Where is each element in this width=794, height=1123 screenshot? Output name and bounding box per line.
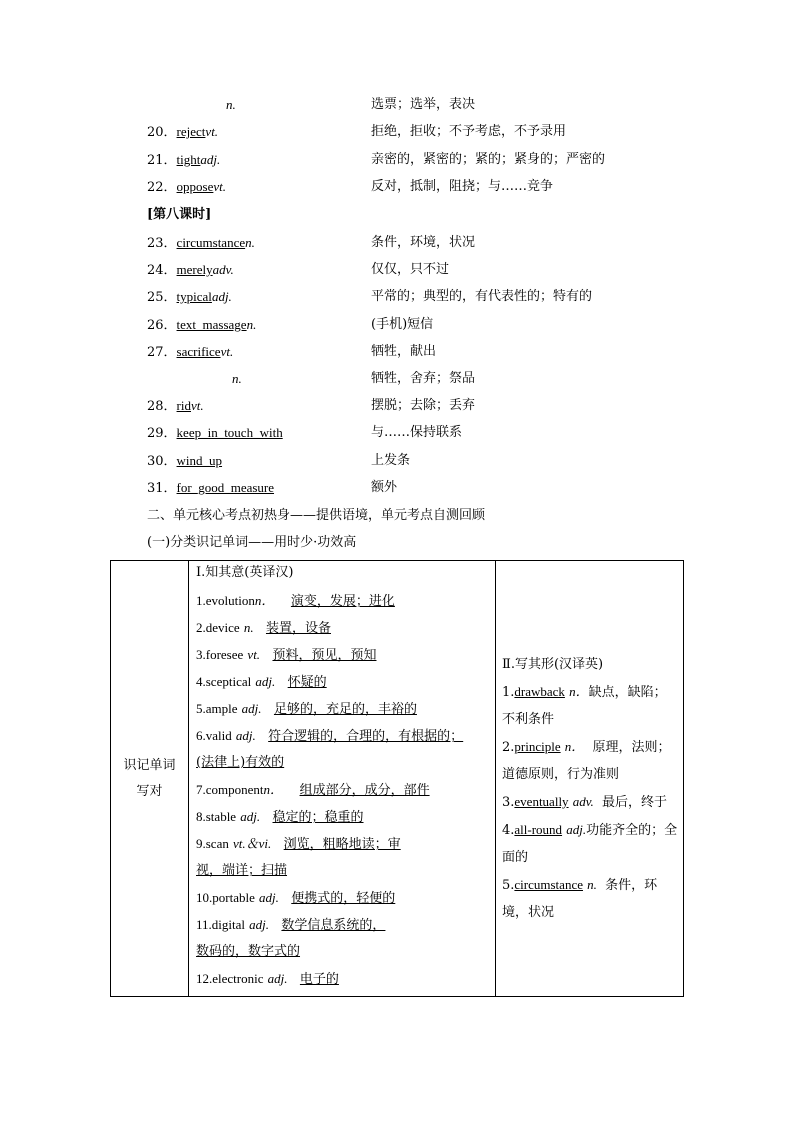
vocab-row xyxy=(0,150,794,170)
english-to-chinese-cell xyxy=(189,561,496,997)
table-label-cell xyxy=(111,561,189,997)
vocab-meaning: 亲密的，紧密的；紧的；紧身的；严密的 xyxy=(371,152,606,167)
list-item: 4.all-round adj.功能齐全的；全面的 xyxy=(502,822,678,865)
vocab-word: sacrifice xyxy=(176,344,221,359)
vocab-row xyxy=(0,478,794,498)
vocab-meaning: 选票；选举，表决 xyxy=(371,97,476,112)
list-item: 2.principle n． 原理，法则；道德原则，行为准则 xyxy=(502,739,671,782)
vocab-meaning: 拒绝，拒收；不予考虑，不予录用 xyxy=(371,124,567,139)
part-two-subtitle: (一)分类识记单词——用时少·功效高 xyxy=(147,535,357,550)
vocab-word: keep_in_touch_with xyxy=(176,425,283,440)
list-item: 2.device n. 装置，设备 xyxy=(196,620,331,636)
vocab-pos: n. xyxy=(246,317,257,332)
vocab-number: 30． xyxy=(147,454,177,469)
list-item: 12.electronic adj. 电子的 xyxy=(196,971,339,987)
vocab-word: circumstance xyxy=(176,235,246,250)
vocab-row xyxy=(0,122,794,142)
list-item: 4.sceptical adj. 怀疑的 xyxy=(196,674,327,690)
chinese-to-english-cell xyxy=(496,561,684,997)
list-item: 3.eventually adv. 最后，终于 xyxy=(502,794,668,810)
section-heading: [第八课时] xyxy=(147,207,212,222)
list-item: 5.circumstance n. 条件，环境，状况 xyxy=(502,877,658,920)
vocab-row xyxy=(0,177,794,197)
vocab-pos: vt. xyxy=(205,124,219,139)
vocab-number: 29． xyxy=(147,426,177,441)
list-item: 1.drawback n．缺点，缺陷；不利条件 xyxy=(502,684,667,727)
vocab-meaning: 平常的；典型的，有代表性的；特有的 xyxy=(371,289,593,304)
vocab-meaning: 摆脱；去除；丢弃 xyxy=(371,398,476,413)
section-heading-row xyxy=(0,205,794,225)
vocab-pos: n. xyxy=(232,371,242,386)
list-item: 数码的，数字式的 xyxy=(196,944,301,959)
part-two-subtitle-row xyxy=(0,533,794,553)
vocab-number: 22． xyxy=(147,180,177,195)
vocab-number: 23． xyxy=(147,236,177,251)
vocab-row xyxy=(0,342,794,362)
vocab-word: rid xyxy=(176,398,191,413)
part-two-title-row xyxy=(0,506,794,526)
vocab-row xyxy=(0,287,794,307)
vocab-meaning: (手机)短信 xyxy=(371,317,434,332)
vocab-meaning: 牺牲，舍弃；祭品 xyxy=(371,371,476,386)
vocab-row xyxy=(0,315,794,335)
vocab-number: 28． xyxy=(147,399,177,414)
vocab-number: 26． xyxy=(147,318,177,333)
vocab-number: 20． xyxy=(147,125,177,140)
vocab-word: text_massage xyxy=(176,317,247,332)
vocab-meaning: 仅仅，只不过 xyxy=(371,262,450,277)
vocab-word: tight xyxy=(176,152,201,167)
vocab-pos: n. xyxy=(245,235,255,250)
vocab-table xyxy=(110,560,684,997)
vocab-word: for_good_measure xyxy=(176,480,275,495)
vocab-row xyxy=(0,396,794,416)
list-item: 1.evolutionn． 演变，发展；进化 xyxy=(196,593,395,609)
table-label-line2: 写对 xyxy=(136,783,163,799)
right-heading: Ⅱ.写其形(汉译英) xyxy=(502,657,604,672)
vocab-meaning: 条件，环境，状况 xyxy=(371,235,476,250)
vocab-word: typical xyxy=(176,289,212,304)
vocab-number: 24． xyxy=(147,263,177,278)
list-item: (法律上)有效的 xyxy=(196,755,285,770)
vocab-pos: adv. xyxy=(212,262,234,277)
list-item: 6.valid adj. 符合逻辑的，合理的，有根据的； xyxy=(196,728,464,744)
vocab-word: oppose xyxy=(176,179,214,194)
list-item: 7.componentn． 组成部分，成分，部件 xyxy=(196,782,430,798)
vocab-pos: adj. xyxy=(211,289,232,304)
mid-heading: Ⅰ.知其意(英译汉) xyxy=(196,565,294,580)
table-label-line1: 识记单词 xyxy=(123,757,176,773)
list-item: 3.foresee vt. 预料，预见，预知 xyxy=(196,647,377,663)
vocab-pos: n. xyxy=(226,97,236,112)
vocab-number: 31． xyxy=(147,481,177,496)
vocab-pos: vt. xyxy=(220,344,234,359)
vocab-pos: vt. xyxy=(213,179,227,194)
vocab-row xyxy=(0,260,794,280)
vocab-pos: vt. xyxy=(191,398,204,413)
vocab-row xyxy=(0,369,794,389)
vocab-meaning: 牺牲，献出 xyxy=(371,344,437,359)
vocab-word: merely xyxy=(176,262,213,277)
list-item: 11.digital adj. 数学信息系统的， xyxy=(196,917,386,933)
vocab-word: reject xyxy=(176,124,206,139)
vocab-meaning: 反对，抵制，阻挠；与……竞争 xyxy=(371,179,554,194)
vocab-meaning: 上发条 xyxy=(371,453,411,468)
vocab-number: 27． xyxy=(147,345,177,360)
list-item: 视，端详；扫描 xyxy=(196,863,288,878)
vocab-meaning: 额外 xyxy=(371,480,398,495)
list-item: 5.ample adj. 足够的，充足的，丰裕的 xyxy=(196,701,417,717)
part-two-title: 二、单元核心考点初热身——提供语境，单元考点自测回顾 xyxy=(147,508,486,523)
list-item: 8.stable adj. 稳定的；稳重的 xyxy=(196,809,364,825)
list-item: 9.scan vt.＆vi. 浏览，粗略地读；审 xyxy=(196,836,401,852)
vocab-number: 21． xyxy=(147,153,177,168)
vocab-number: 25． xyxy=(147,290,177,305)
vocab-meaning: 与……保持联系 xyxy=(371,425,463,440)
vocab-word: wind_up xyxy=(176,453,223,468)
table-row xyxy=(111,561,684,997)
vocab-row xyxy=(0,451,794,471)
vocab-pos: adj. xyxy=(200,152,221,167)
vocab-row xyxy=(0,95,794,115)
vocab-row xyxy=(0,423,794,443)
vocab-row xyxy=(0,233,794,253)
list-item: 10.portable adj. 便携式的，轻便的 xyxy=(196,890,396,906)
